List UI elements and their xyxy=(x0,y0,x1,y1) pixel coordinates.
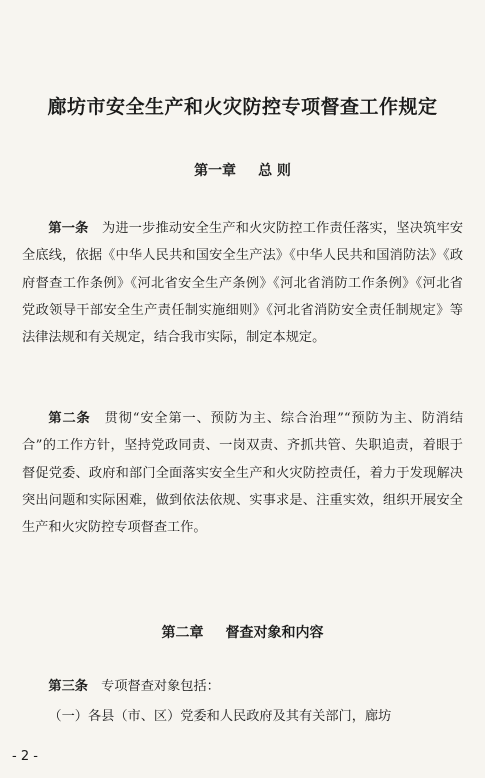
chapter-name: 督查对象和内容 xyxy=(225,625,324,641)
article-paragraph xyxy=(22,673,463,700)
chapter-heading xyxy=(0,622,485,642)
chapter-name: 总 则 xyxy=(258,163,291,179)
article-number: 第一条 xyxy=(48,221,89,236)
article-number: 第二条 xyxy=(48,411,91,426)
chapter-number: 第一章 xyxy=(194,163,237,179)
article-paragraph xyxy=(22,215,463,351)
article-text: 为进一步推动安全生产和火灾防控工作责任落实，坚决筑牢安全底线，依据《中华人民共和国安全生产法》《中华人民共和国消防法》《政府督查工作条例》《河北省安全生产条例》《河北省消防工作条例》《河北省党政领导干部安全生产责任制实施细则》《河北省消防安全责任制规定》等法律法规和有关规定，结合我市实际，制定本规定。 xyxy=(22,221,464,346)
article-text: 贯彻“安全第一、预防为主、综合治理”“预防为主、防消结合”的工作方针，坚持党政同责、一岗双责、齐抓共管、失职追责，着眼于督促党委、政府和部门全面落实安全生产和火灾防控责任，着力于发现解决突出问题和实际困难，做到依法依规、实事求是、注重实效，组织开展安全生产和火灾防控专项督查工作。 xyxy=(22,411,464,536)
chapter-heading xyxy=(0,160,485,180)
document-title: 廊坊市安全生产和火灾防控专项督查工作规定 xyxy=(47,96,438,118)
article-paragraph xyxy=(22,405,463,541)
article-number: 第三条 xyxy=(48,679,88,694)
article-text: 专项督查对象包括： xyxy=(101,679,220,694)
chapter-number: 第二章 xyxy=(161,625,204,641)
page-number: - 2 - xyxy=(12,749,38,764)
list-item: （一）各县（市、区）党委和人民政府及其有关部门，廊坊 xyxy=(48,709,392,724)
